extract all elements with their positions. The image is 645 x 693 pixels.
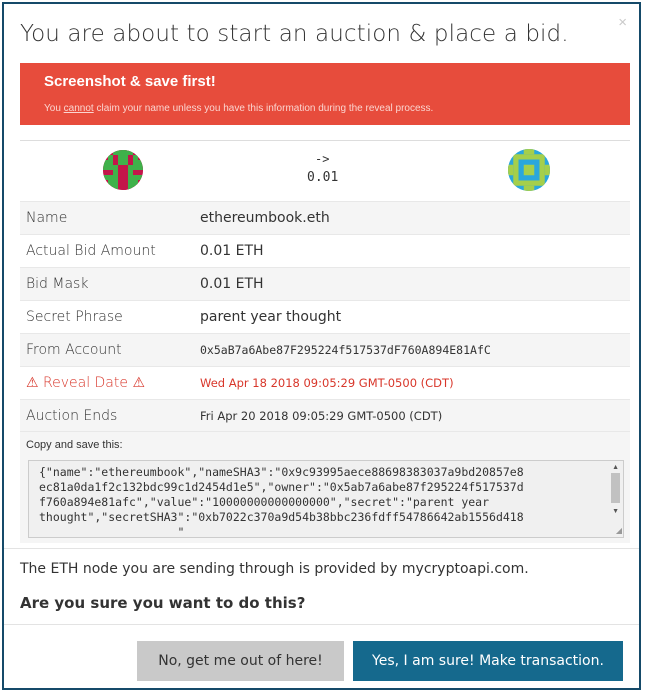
- json-line: {"name":"ethereumbook","nameSHA3":"0x9c93995aece88698383037a9bd20857e8: [39, 465, 524, 479]
- alert-title: Screenshot & save first!: [44, 73, 216, 90]
- copy-label: Copy and save this:: [26, 439, 123, 451]
- modal-title: You are about to start an auction & place a bid.: [20, 21, 569, 47]
- scroll-up-icon[interactable]: ▲: [612, 464, 619, 471]
- detail-value: Fri Apr 20 2018 09:05:29 GMT-0500 (CDT): [200, 409, 443, 423]
- detail-value: parent year thought: [200, 309, 342, 325]
- detail-value: 0.01 ETH: [200, 276, 264, 292]
- alert-text-suffix: claim your name unless you have this information during the reveal process.: [93, 103, 434, 114]
- detail-row-secret-phrase: [20, 300, 630, 333]
- divider: [4, 548, 639, 549]
- divider: [4, 624, 639, 625]
- json-line: ": [39, 525, 185, 538]
- copy-save-section: [20, 431, 630, 543]
- detail-row-from-account: [20, 333, 630, 366]
- scroll-down-icon[interactable]: ▼: [612, 508, 619, 515]
- bid-json-text[interactable]: [39, 465, 615, 538]
- detail-row-bid-mask: [20, 267, 630, 300]
- detail-value: 0x5aB7a6Abe87F295224f517537dF760A894E81AfC: [200, 343, 491, 357]
- bid-json-textarea[interactable]: [28, 460, 624, 538]
- resize-grip-icon[interactable]: ◢: [615, 526, 622, 535]
- from-identicon-icon: [103, 150, 143, 190]
- detail-label: From Account: [26, 342, 122, 358]
- swap-summary: [20, 140, 630, 201]
- detail-row-name: [20, 201, 630, 234]
- cancel-button[interactable]: No, get me out of here!: [137, 641, 344, 681]
- modal-header: [4, 4, 639, 60]
- swap-amount: 0.01: [307, 170, 339, 185]
- bid-details-table: [20, 201, 630, 432]
- detail-value: ethereumbook.eth: [200, 210, 330, 226]
- node-provider-text: The ETH node you are sending through is provided by mycryptoapi.com.: [20, 561, 529, 577]
- alert-text-prefix: You: [44, 103, 64, 114]
- detail-label: Bid Mask: [26, 276, 89, 292]
- detail-label: Name: [26, 210, 68, 226]
- detail-row-actual-bid: [20, 234, 630, 267]
- auction-confirm-modal: [2, 2, 641, 690]
- swap-arrow: ->: [315, 152, 330, 166]
- close-icon[interactable]: ×: [618, 14, 627, 31]
- json-line: thought","secretSHA3":"0xb7022c370a9d54b38bbc236fdff54786642ab1556d418: [39, 510, 524, 524]
- scrollbar-thumb[interactable]: [611, 473, 620, 503]
- detail-value: Wed Apr 18 2018 09:05:29 GMT-0500 (CDT): [200, 376, 454, 390]
- confirm-transaction-button[interactable]: Yes, I am sure! Make transaction.: [353, 641, 623, 681]
- alert-text: [44, 103, 606, 114]
- to-identicon-icon: [508, 149, 550, 191]
- detail-label: ⚠ Reveal Date ⚠: [26, 375, 145, 391]
- json-line: ec81a0da1f2c132bdc99c1d2454d1e5","owner":"0x5ab7a6abe87f295224f517537d: [39, 480, 524, 494]
- textarea-scrollbar[interactable]: [610, 462, 622, 536]
- alert-text-emphasis: cannot: [63, 103, 94, 114]
- detail-row-reveal-date: [20, 366, 630, 399]
- detail-label: Actual Bid Amount: [26, 243, 156, 259]
- detail-row-auction-ends: [20, 399, 630, 432]
- detail-label: Auction Ends: [26, 408, 118, 424]
- detail-value: 0.01 ETH: [200, 243, 264, 259]
- confirm-question: Are you sure you want to do this?: [20, 594, 306, 612]
- screenshot-warning-alert: [20, 63, 630, 125]
- detail-label: Secret Phrase: [26, 309, 123, 325]
- json-line: f760a894e81afc","value":"10000000000000000","secret":"parent year: [39, 495, 490, 509]
